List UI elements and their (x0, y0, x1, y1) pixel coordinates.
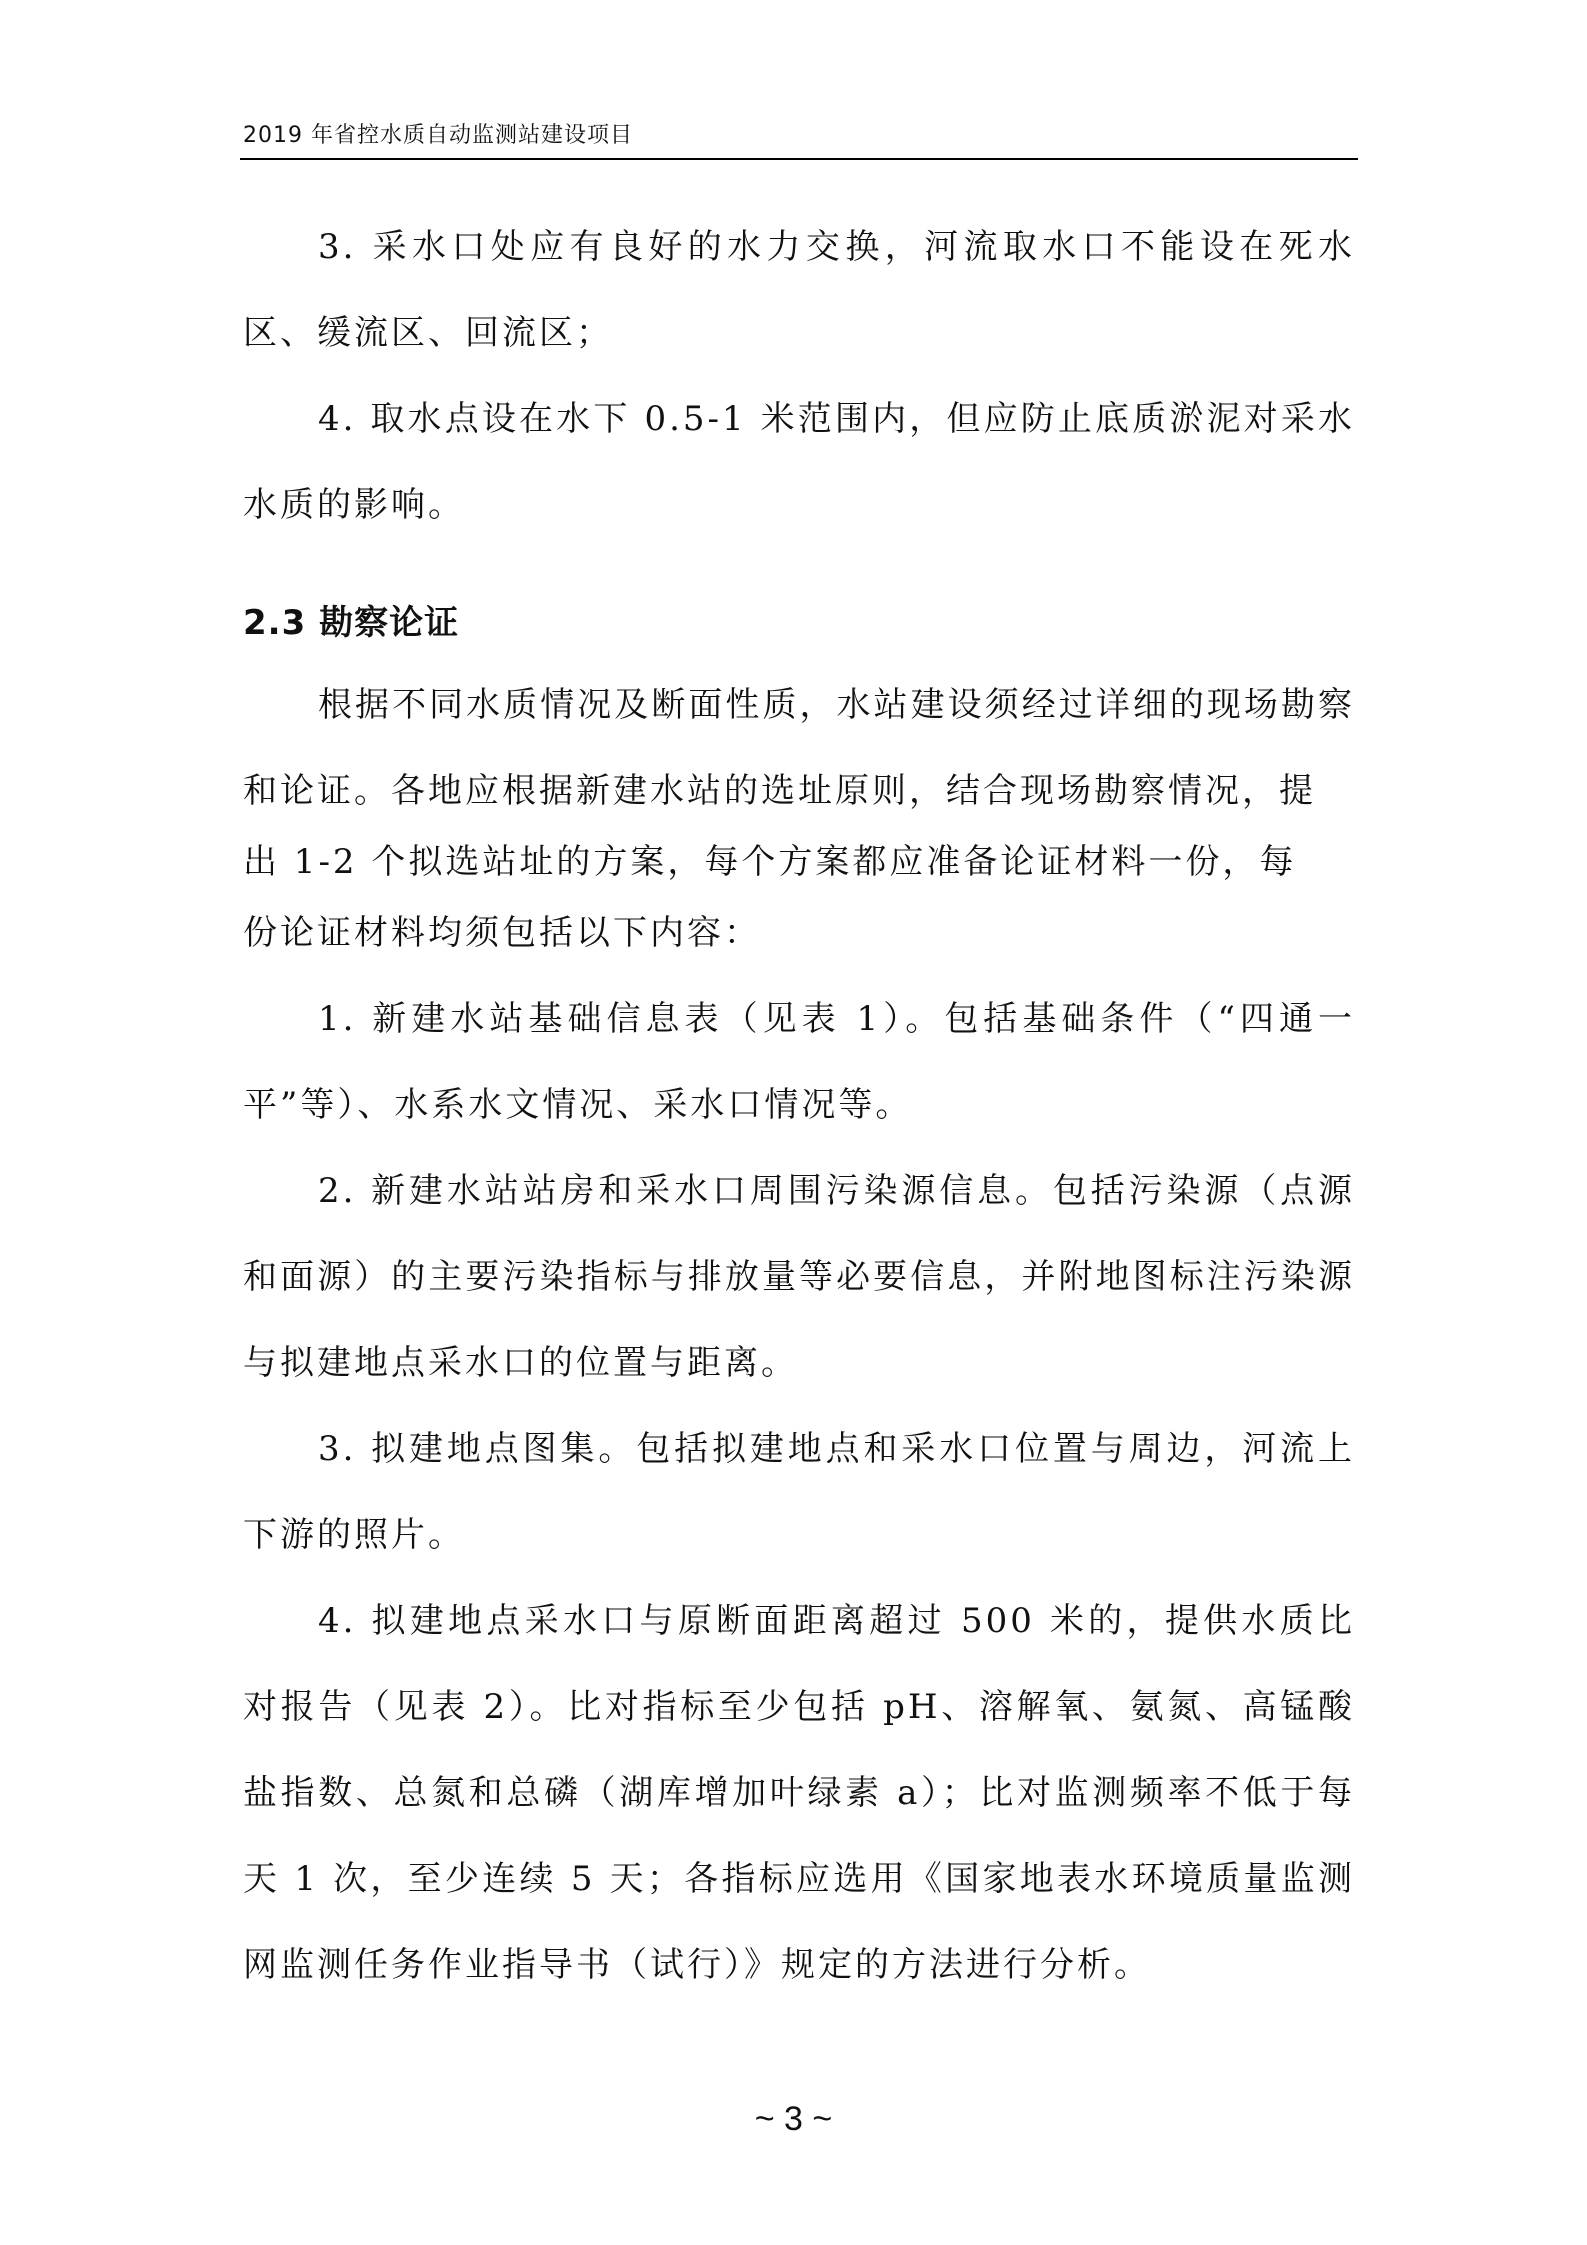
header-divider (240, 158, 1358, 160)
list-item-4: 4. 取水点设在水下 0.5-1 米范围内，但应防止底质淤泥对采水水质的影响。 (243, 399, 1355, 525)
section-heading: 2.3 勘察论证 (243, 603, 460, 643)
requirement-item-4: 4. 拟建地点采水口与原断面距离超过 500 米的，提供水质比对报告（见表 2）。比对指标至少包括 pH、溶解氧、氨氮、高锰酸盐指数、总氮和总磷（湖库增加叶绿素 a）；比对监测频率不低于每天 1 次，至少连续 5 天；各指标应选用《国家地表水环境质量监测网监测任务作业指导书（试行）》规定的方法进行分析。 (243, 1601, 1355, 1985)
document-body (243, 204, 1355, 2008)
page-header: 2019 年省控水质自动监测站建设项目 (243, 123, 633, 148)
requirement-item-1: 1. 新建水站基础信息表（见表 1）。包括基础条件（“四通一平”等）、水系水文情况、采水口情况等。 (243, 999, 1355, 1125)
list-item-3: 3. 采水口处应有良好的水力交换，河流取水口不能设在死水区、缓流区、回流区； (243, 227, 1355, 353)
intro-paragraph-end: 份论证材料均须包括以下内容： (243, 913, 761, 953)
requirement-item-2: 2. 新建水站站房和采水口周围污染源信息。包括污染源（点源和面源）的主要污染指标与排放量等必要信息，并附地图标注污染源与拟建地点采水口的位置与距离。 (243, 1171, 1355, 1383)
requirement-item-3: 3. 拟建地点图集。包括拟建地点和采水口位置与周边，河流上下游的照片。 (243, 1429, 1355, 1555)
intro-paragraph: 根据不同水质情况及断面性质，水站建设须经过详细的现场勘察和论证。各地应根据新建水站的选址原则，结合现场勘察情况，提 (243, 685, 1355, 811)
intro-paragraph-continued: 出 1-2 个拟选站址的方案，每个方案都应准备论证材料一份，每 (243, 842, 1297, 882)
page-number: ~ 3 ~ (754, 2100, 833, 2138)
